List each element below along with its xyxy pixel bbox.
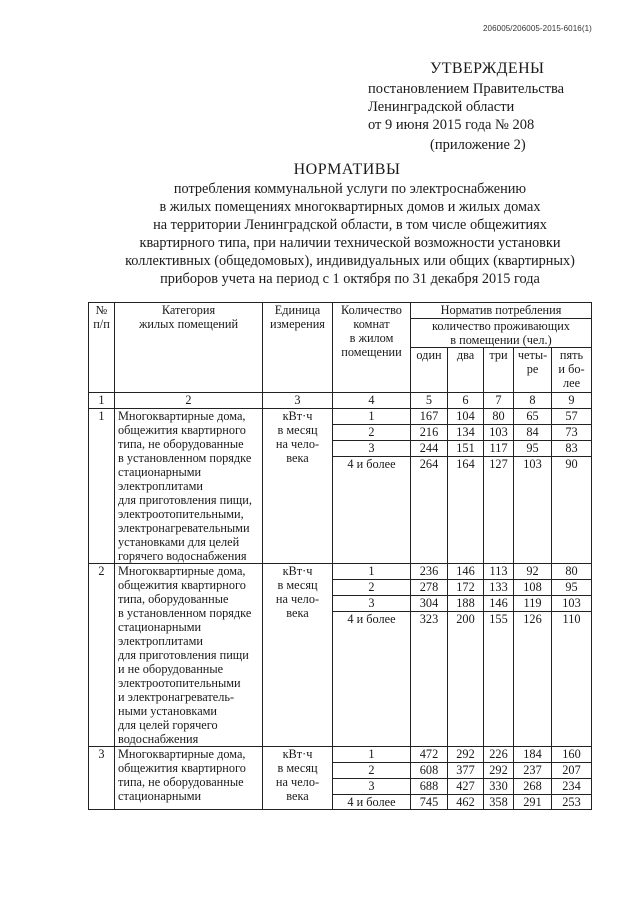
value-cell: 83: [552, 441, 592, 457]
value-cell: 117: [484, 441, 514, 457]
value-cell: 80: [484, 409, 514, 425]
value-cell: 103: [552, 596, 592, 612]
cell-line: один: [416, 348, 442, 362]
cell-line: в установленном порядке: [118, 451, 252, 465]
cell-line: Количество: [341, 303, 402, 317]
rooms-cell: 2: [333, 425, 411, 441]
table-body: [89, 303, 592, 810]
value-cell: 268: [514, 779, 552, 795]
row-category: [115, 564, 263, 747]
value-cell: 237: [514, 763, 552, 779]
value-cell: 104: [448, 409, 484, 425]
cell-line: кВт·ч: [282, 747, 313, 761]
value-cell: 330: [484, 779, 514, 795]
cell-line: помещении: [341, 345, 402, 359]
header-residents-count: [552, 348, 592, 393]
rooms-cell: 1: [333, 747, 411, 763]
approval-line: от 9 июня 2015 года № 208: [368, 117, 535, 133]
value-cell: 236: [411, 564, 448, 580]
rooms-cell: 3: [333, 441, 411, 457]
row-number: 3: [89, 747, 115, 810]
value-cell: 146: [484, 596, 514, 612]
value-cell: 291: [514, 795, 552, 810]
cell-line: для приготовления пищи,: [118, 493, 252, 507]
value-cell: 472: [411, 747, 448, 763]
cell-line: в месяц: [277, 761, 318, 775]
value-cell: 164: [448, 457, 484, 564]
value-cell: 608: [411, 763, 448, 779]
value-cell: 244: [411, 441, 448, 457]
cell-line: и не оборудованные: [118, 662, 224, 676]
cell-line: установками для целей: [118, 535, 240, 549]
cell-line: количество проживающих: [432, 319, 570, 333]
cell-line: электроотопительными,: [118, 507, 244, 521]
subtitle-line: приборов учета на период с 1 октября по 31 декабря 2015 года: [160, 271, 540, 287]
value-cell: 113: [484, 564, 514, 580]
value-cell: 95: [514, 441, 552, 457]
table-row: [89, 409, 592, 425]
value-cell: 188: [448, 596, 484, 612]
cell-line: и электронагреватель-: [118, 690, 235, 704]
page-title: НОРМАТИВЫ: [293, 161, 401, 178]
value-cell: 358: [484, 795, 514, 810]
cell-line: Единица: [274, 303, 321, 317]
rooms-cell: 3: [333, 596, 411, 612]
value-cell: 134: [448, 425, 484, 441]
value-cell: 234: [552, 779, 592, 795]
value-cell: 216: [411, 425, 448, 441]
cell-line: для приготовления пищи: [118, 648, 249, 662]
cell-line: кВт·ч: [282, 409, 313, 423]
value-cell: 90: [552, 457, 592, 564]
cell-line: для целей горячего: [118, 718, 218, 732]
header-row: [89, 303, 592, 319]
cell-line: четы-: [517, 348, 548, 362]
cell-line: века: [286, 789, 309, 803]
column-number: 6: [448, 393, 484, 409]
column-number: 4: [333, 393, 411, 409]
subtitle-line: в жилых помещениях многоквартирных домов и жилых домах: [159, 199, 541, 215]
header-num: [89, 303, 115, 393]
row-unit: [263, 564, 333, 747]
cell-line: на чело-: [275, 437, 320, 451]
header-residents: [411, 319, 592, 348]
header-rooms: [333, 303, 411, 393]
cell-line: на чело-: [275, 775, 320, 789]
value-cell: 292: [484, 763, 514, 779]
cell-line: в жилом: [349, 331, 394, 345]
cell-line: на чело-: [275, 592, 320, 606]
value-cell: 133: [484, 580, 514, 596]
cell-line: лее: [562, 376, 581, 390]
value-cell: 304: [411, 596, 448, 612]
cell-line: века: [286, 606, 309, 620]
rooms-cell: 4 и более: [333, 457, 411, 564]
row-unit: [263, 409, 333, 564]
cell-line: и бо-: [558, 362, 585, 376]
header-unit: [263, 303, 333, 393]
value-cell: 264: [411, 457, 448, 564]
value-cell: 108: [514, 580, 552, 596]
rooms-cell: 2: [333, 580, 411, 596]
column-number: 2: [115, 393, 263, 409]
table-row: [89, 564, 592, 580]
cell-line: ре: [526, 362, 539, 376]
header-residents-count: [484, 348, 514, 393]
rooms-cell: 4 и более: [333, 612, 411, 747]
cell-line: пять: [559, 348, 584, 362]
column-number: 8: [514, 393, 552, 409]
value-cell: 292: [448, 747, 484, 763]
row-number: 2: [89, 564, 115, 747]
cell-line: типа, не оборудованные: [118, 775, 244, 789]
document-id: 206005/206005-2015-6016(1): [483, 24, 592, 33]
title-block: [0, 160, 640, 288]
value-cell: 200: [448, 612, 484, 747]
cell-line: ными установками: [118, 704, 218, 718]
cell-line: стационарными: [118, 789, 202, 803]
subtitle-line: потребления коммунальной услуги по электроснабжению: [173, 181, 527, 197]
approval-line: постановлением Правительства: [368, 81, 565, 97]
value-cell: 95: [552, 580, 592, 596]
table-row: [89, 747, 592, 763]
value-cell: 57: [552, 409, 592, 425]
value-cell: 427: [448, 779, 484, 795]
value-cell: 126: [514, 612, 552, 747]
cell-line: стационарными: [118, 465, 202, 479]
rooms-cell: 1: [333, 409, 411, 425]
subtitle-line: коллективных (общедомовых), индивидуальных или общих (квартирных): [125, 253, 575, 269]
value-cell: 172: [448, 580, 484, 596]
rooms-cell: 1: [333, 564, 411, 580]
rooms-cell: 2: [333, 763, 411, 779]
cell-line: типа, оборудованные: [118, 592, 229, 606]
value-cell: 184: [514, 747, 552, 763]
row-category: [115, 409, 263, 564]
approval-appendix: (приложение 2): [430, 137, 526, 153]
subtitle-line: на территории Ленинградской области, в том числе общежитиях: [153, 217, 547, 233]
cell-line: Многоквартирные дома,: [118, 747, 246, 761]
header-residents-count: [411, 348, 448, 393]
cell-line: в установленном порядке: [118, 606, 252, 620]
value-cell: 103: [514, 457, 552, 564]
value-cell: 167: [411, 409, 448, 425]
cell-line: №: [95, 303, 108, 317]
subtitle-line: квартирного типа, при наличии технической возможности установки: [139, 235, 561, 251]
column-number: 7: [484, 393, 514, 409]
cell-line: горячего водоснабжения: [118, 549, 247, 563]
cell-line: в помещении (чел.): [450, 333, 552, 347]
value-cell: 80: [552, 564, 592, 580]
value-cell: 65: [514, 409, 552, 425]
value-cell: 688: [411, 779, 448, 795]
value-cell: 377: [448, 763, 484, 779]
value-cell: 207: [552, 763, 592, 779]
value-cell: 110: [552, 612, 592, 747]
column-number: 5: [411, 393, 448, 409]
cell-line: стационарными: [118, 620, 202, 634]
value-cell: 253: [552, 795, 592, 810]
cell-line: общежития квартирного: [118, 761, 246, 775]
cell-line: кВт·ч: [282, 564, 313, 578]
rooms-cell: 4 и более: [333, 795, 411, 810]
header-category: [115, 303, 263, 393]
header-residents-count: [514, 348, 552, 393]
value-cell: 103: [484, 425, 514, 441]
cell-line: в месяц: [277, 578, 318, 592]
cell-line: электроплитами: [118, 634, 203, 648]
column-numbers-row: [89, 393, 592, 409]
cell-line: электронагревательными: [118, 521, 250, 535]
cell-line: Многоквартирные дома,: [118, 564, 246, 578]
column-number: 9: [552, 393, 592, 409]
rooms-cell: 3: [333, 779, 411, 795]
cell-line: Многоквартирные дома,: [118, 409, 246, 423]
value-cell: 278: [411, 580, 448, 596]
cell-line: водоснабжения: [118, 732, 199, 746]
value-cell: 84: [514, 425, 552, 441]
cell-line: два: [456, 348, 475, 362]
cell-line: типа, не оборудованные: [118, 437, 244, 451]
value-cell: 92: [514, 564, 552, 580]
cell-line: общежития квартирного: [118, 423, 246, 437]
subtitle: [60, 180, 640, 288]
cell-line: комнат: [353, 317, 390, 331]
column-number: 1: [89, 393, 115, 409]
header-residents-count: [448, 348, 484, 393]
cell-line: электроплитами: [118, 479, 203, 493]
row-unit: [263, 747, 333, 810]
value-cell: 151: [448, 441, 484, 457]
row-category: [115, 747, 263, 810]
value-cell: 226: [484, 747, 514, 763]
value-cell: 155: [484, 612, 514, 747]
approval-line: Ленинградской области: [368, 99, 515, 115]
cell-line: Категория: [161, 303, 216, 317]
header-norm: Норматив потребления: [411, 303, 592, 319]
value-cell: 160: [552, 747, 592, 763]
column-number: 3: [263, 393, 333, 409]
value-cell: 462: [448, 795, 484, 810]
value-cell: 146: [448, 564, 484, 580]
cell-line: общежития квартирного: [118, 578, 246, 592]
value-cell: 745: [411, 795, 448, 810]
cell-line: в месяц: [277, 423, 318, 437]
cell-line: п/п: [93, 317, 110, 331]
cell-line: века: [286, 451, 309, 465]
value-cell: 73: [552, 425, 592, 441]
value-cell: 323: [411, 612, 448, 747]
norms-table: [88, 302, 592, 810]
approval-heading: УТВЕРЖДЕНЫ: [430, 60, 545, 77]
cell-line: жилых помещений: [138, 317, 239, 331]
value-cell: 119: [514, 596, 552, 612]
cell-line: электроотопительными: [118, 676, 241, 690]
cell-line: измерения: [270, 317, 325, 331]
row-number: 1: [89, 409, 115, 564]
value-cell: 127: [484, 457, 514, 564]
cell-line: три: [489, 348, 508, 362]
